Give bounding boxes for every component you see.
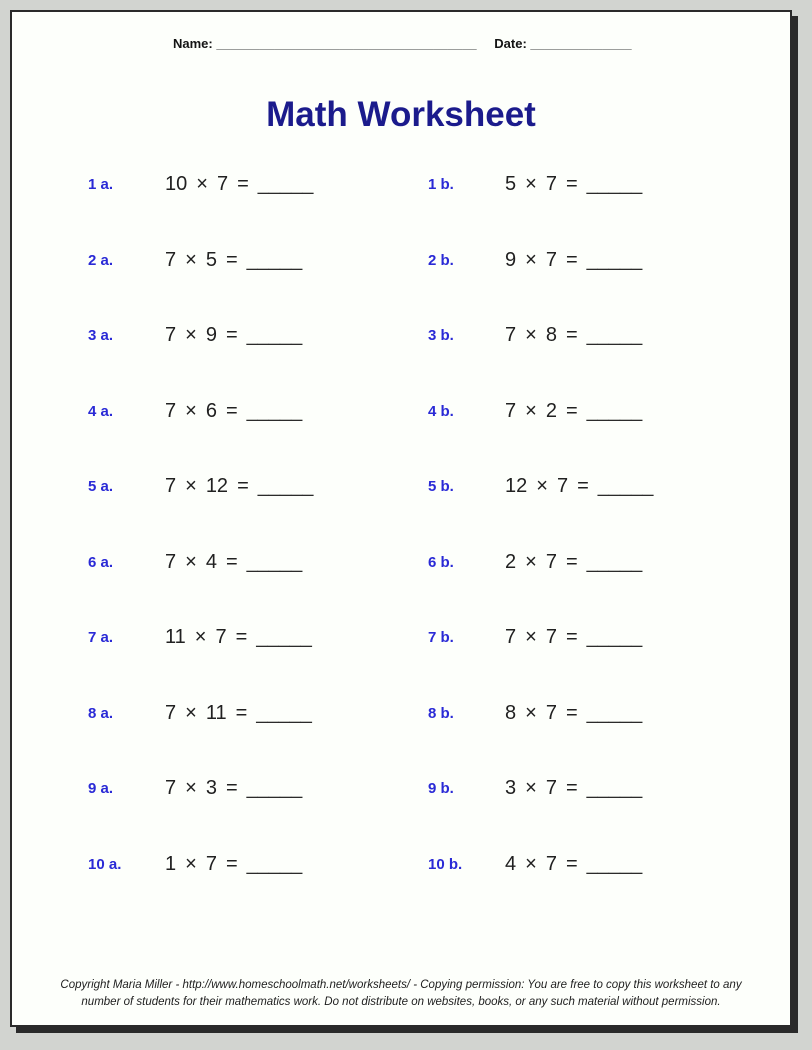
problem-expression <box>505 702 790 725</box>
problem-label: 5 a. <box>88 478 114 496</box>
times-sign: × <box>525 399 537 422</box>
name-blank-line: ____________________________________ <box>216 36 477 51</box>
problem-label: 10 b. <box>428 855 463 873</box>
problem-row <box>12 298 790 374</box>
date-label: Date: <box>494 36 527 51</box>
answer-blank: _____ <box>586 777 643 800</box>
equals-sign: = <box>225 852 238 875</box>
equals-sign: = <box>565 777 578 800</box>
factor-2: 6 <box>205 399 217 422</box>
times-sign: × <box>525 550 537 573</box>
problem-expression <box>165 400 428 423</box>
date-blank-line: ______________ <box>530 36 632 51</box>
equals-sign: = <box>237 173 249 196</box>
problem-expression <box>505 249 790 272</box>
factor-1: 7 <box>165 550 177 573</box>
factor-1: 2 <box>505 550 517 573</box>
problem-expression <box>165 626 428 649</box>
problem-label: 8 a. <box>88 704 114 722</box>
times-sign: × <box>185 777 197 800</box>
equals-sign: = <box>565 173 578 196</box>
problem-expression <box>165 702 428 725</box>
name-label: Name: <box>173 36 213 51</box>
factor-2: 8 <box>545 324 557 347</box>
problem-row <box>12 751 790 827</box>
answer-blank: _____ <box>586 550 643 573</box>
problem-expression <box>165 324 428 347</box>
name-date-header <box>173 36 790 51</box>
factor-2: 5 <box>205 248 217 271</box>
problem-label: 7 b. <box>428 629 454 647</box>
times-sign: × <box>185 399 197 422</box>
factor-1: 12 <box>505 475 528 498</box>
problem-label: 4 b. <box>428 402 454 420</box>
problem-row <box>12 600 790 676</box>
problem-row <box>12 525 790 601</box>
problem-label: 3 b. <box>428 327 454 345</box>
times-sign: × <box>525 852 537 875</box>
problem-row <box>12 374 790 450</box>
times-sign: × <box>536 475 548 498</box>
problem-expression <box>165 853 428 876</box>
factor-2: 7 <box>545 173 557 196</box>
factor-2: 4 <box>205 550 217 573</box>
problem-expression <box>165 173 428 196</box>
answer-blank: _____ <box>586 173 643 196</box>
equals-sign: = <box>565 550 578 573</box>
problem-label: 5 b. <box>428 478 454 496</box>
answer-blank: _____ <box>246 324 303 347</box>
answer-blank: _____ <box>246 550 303 573</box>
problem-expression <box>505 475 790 498</box>
problem-label: 6 b. <box>428 553 454 571</box>
equals-sign: = <box>565 324 578 347</box>
problem-label: 2 a. <box>88 251 114 269</box>
factor-1: 7 <box>505 626 517 649</box>
answer-blank: _____ <box>597 475 654 498</box>
problem-expression <box>505 551 790 574</box>
problem-row <box>12 147 790 223</box>
answer-blank: _____ <box>256 626 312 649</box>
factor-1: 7 <box>165 701 177 724</box>
factor-1: 7 <box>505 324 517 347</box>
factor-2: 7 <box>545 777 557 800</box>
factor-2: 7 <box>545 248 557 271</box>
times-sign: × <box>185 475 197 498</box>
problem-label: 1 b. <box>428 176 454 194</box>
problem-row <box>12 223 790 299</box>
equals-sign: = <box>565 248 578 271</box>
factor-1: 1 <box>165 852 177 875</box>
equals-sign: = <box>225 550 238 573</box>
equals-sign: = <box>565 626 578 649</box>
equals-sign: = <box>225 248 238 271</box>
factor-1: 7 <box>165 475 177 498</box>
problem-expression <box>165 249 428 272</box>
equals-sign: = <box>225 399 238 422</box>
factor-2: 7 <box>205 852 217 875</box>
factor-1: 7 <box>165 777 177 800</box>
equals-sign: = <box>235 626 248 649</box>
problem-row <box>12 676 790 752</box>
factor-2: 7 <box>545 550 557 573</box>
worksheet-page <box>10 10 792 1027</box>
factor-2: 3 <box>205 777 217 800</box>
times-sign: × <box>185 701 197 724</box>
problem-expression <box>505 777 790 800</box>
problem-label: 2 b. <box>428 251 454 269</box>
problem-label: 9 b. <box>428 780 454 798</box>
answer-blank: _____ <box>256 701 312 724</box>
copyright-footer <box>12 977 790 1011</box>
factor-2: 2 <box>545 399 557 422</box>
problem-expression <box>165 475 428 498</box>
problem-label: 10 a. <box>88 855 122 873</box>
problem-expression <box>505 324 790 347</box>
times-sign: × <box>525 626 537 649</box>
problem-row <box>12 827 790 903</box>
problem-expression <box>505 400 790 423</box>
answer-blank: _____ <box>246 852 303 875</box>
answer-blank: _____ <box>246 248 303 271</box>
answer-blank: _____ <box>246 399 303 422</box>
equals-sign: = <box>565 701 578 724</box>
answer-blank: _____ <box>257 173 314 196</box>
factor-1: 4 <box>505 852 517 875</box>
factor-2: 7 <box>216 173 229 196</box>
problem-label: 6 a. <box>88 553 114 571</box>
answer-blank: _____ <box>586 701 643 724</box>
problem-row <box>12 449 790 525</box>
factor-1: 7 <box>505 399 517 422</box>
answer-blank: _____ <box>257 475 314 498</box>
answer-blank: _____ <box>586 324 643 347</box>
factor-1: 5 <box>505 173 517 196</box>
equals-sign: = <box>235 701 248 724</box>
problem-expression <box>505 853 790 876</box>
times-sign: × <box>525 777 537 800</box>
factor-2: 7 <box>545 626 557 649</box>
problems <box>12 147 790 902</box>
copyright-line-1: Copyright Maria Miller - http://www.homeschoolmath.net/worksheets/ - Copying permission: You are free to copy this worksheet to any <box>60 979 742 991</box>
equals-sign: = <box>237 475 249 498</box>
factor-2: 7 <box>545 701 557 724</box>
times-sign: × <box>525 701 537 724</box>
times-sign: × <box>525 324 537 347</box>
problem-label: 7 a. <box>88 629 114 647</box>
factor-2: 11 <box>205 701 227 724</box>
times-sign: × <box>185 324 197 347</box>
factor-1: 11 <box>165 626 186 649</box>
answer-blank: _____ <box>246 777 303 800</box>
times-sign: × <box>185 852 197 875</box>
factor-2: 12 <box>205 475 229 498</box>
problem-expression <box>505 626 790 649</box>
answer-blank: _____ <box>586 626 643 649</box>
factor-2: 7 <box>545 852 557 875</box>
factor-1: 7 <box>165 248 177 271</box>
equals-sign: = <box>577 475 589 498</box>
factor-1: 10 <box>165 173 188 196</box>
problem-label: 3 a. <box>88 327 114 345</box>
times-sign: × <box>196 173 208 196</box>
equals-sign: = <box>565 399 578 422</box>
factor-1: 8 <box>505 701 517 724</box>
times-sign: × <box>194 626 207 649</box>
times-sign: × <box>525 173 537 196</box>
problem-expression <box>505 173 790 196</box>
factor-1: 7 <box>165 324 177 347</box>
problem-label: 9 a. <box>88 780 114 798</box>
times-sign: × <box>525 248 537 271</box>
factor-2: 7 <box>556 475 569 498</box>
problem-expression <box>165 551 428 574</box>
problem-label: 4 a. <box>88 402 114 420</box>
times-sign: × <box>185 550 197 573</box>
factor-2: 7 <box>215 626 227 649</box>
answer-blank: _____ <box>586 852 643 875</box>
equals-sign: = <box>565 852 578 875</box>
equals-sign: = <box>225 324 238 347</box>
answer-blank: _____ <box>586 399 643 422</box>
problem-label: 8 b. <box>428 704 454 722</box>
factor-1: 7 <box>165 399 177 422</box>
equals-sign: = <box>225 777 238 800</box>
times-sign: × <box>185 248 197 271</box>
problem-expression <box>165 777 428 800</box>
factor-2: 9 <box>205 324 217 347</box>
page-title: Math Worksheet <box>266 95 536 134</box>
factor-1: 9 <box>505 248 517 271</box>
copyright-line-2: number of students for their mathematics work. Do not distribute on websites, books, or any such material without permission. <box>81 996 721 1008</box>
answer-blank: _____ <box>586 248 643 271</box>
factor-1: 3 <box>505 777 517 800</box>
problem-label: 1 a. <box>88 176 114 194</box>
